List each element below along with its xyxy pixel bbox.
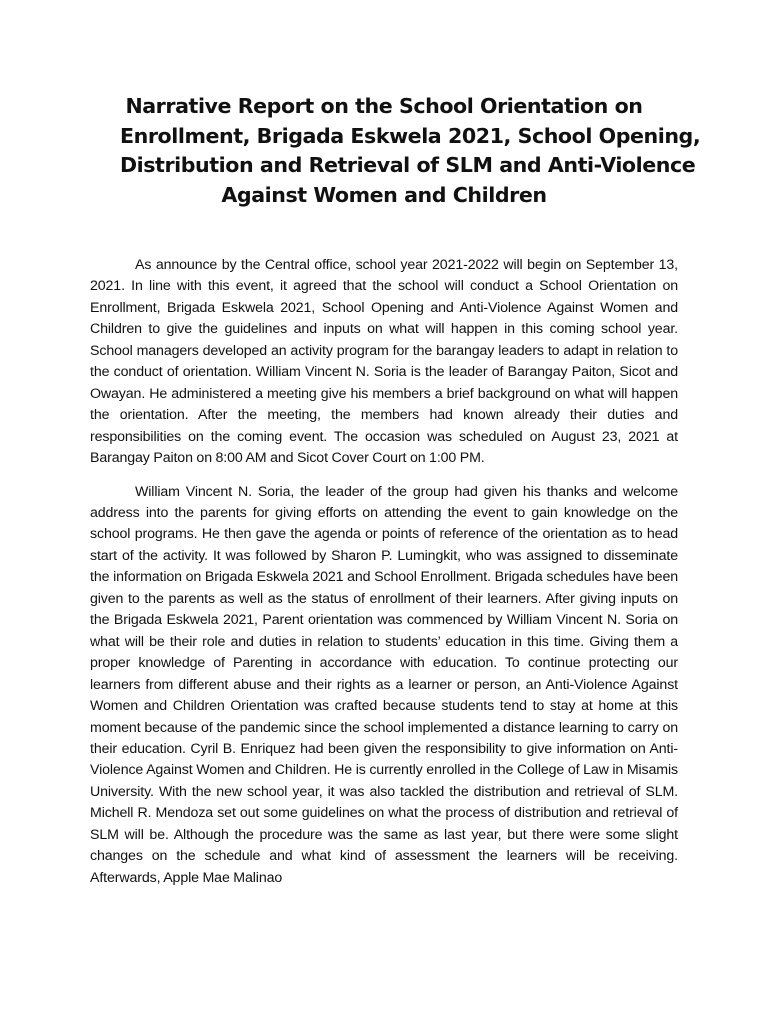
title-line-1: Narrative Report on the School Orientation on bbox=[125, 94, 643, 118]
title-line-4: Against Women and Children bbox=[221, 182, 547, 207]
document-title bbox=[120, 92, 701, 210]
title-line-3: Distribution and Retrieval of SLM and Anti-Violence bbox=[120, 153, 696, 177]
title-line-2: Enrollment, Brigada Eskwela 2021, School Opening, bbox=[120, 123, 701, 148]
document-body bbox=[90, 255, 678, 889]
paragraph-1: As announce by the Central office, school year 2021-2022 will begin on September 13, 2021. In line with this event, it agreed that the school will conduct a School Orientation on Enrollment, Brigada Eskwela 2021, School Opening and Anti-Violence Against Women and Children to give the guidelines and inputs on what will happen in this coming school year. School managers developed an activity program for the barangay leaders to adapt in relation to the conduct of orientation. William Vincent N. Soria is the leader of Barangay Paiton, Sicot and Owayan. He administered a meeting give his members a brief background on what will happen the orientation. After the meeting, the members had known already their duties and responsibilities on the coming event. The occasion was scheduled on August 23, 2021 at Barangay Paiton on 8:00 AM and Sicot Cover Court on 1:00 PM. bbox=[90, 257, 678, 467]
paragraph-2: William Vincent N. Soria, the leader of the group had given his thanks and welcome address into the parents for giving efforts on attending the event to gain knowledge on the school programs. He then gave the agenda or points of reference of the orientation as to head start of the activity. It was followed by Sharon P. Lumingkit, who was assigned to disseminate the information on Brigada Eskwela 2021 and School Enrollment. Brigada schedules have been given to the parents as well as the status of enrollment of their learners. After giving inputs on the Brigada Eskwela 2021, Parent orientation was commenced by William Vincent N. Soria on what will be their role and duties in relation to students’ education in this time. Giving them a proper knowledge of Parenting in accordance with education. To continue protecting our learners from different abuse and their rights as a learner or person, an Anti-Violence Against Women and Children Orientation was crafted because students tend to stay at home at this moment because of the pandemic since the school implemented a distance learning to carry on their education. Cyril B. Enriquez had been given the responsibility to give information on Anti-Violence Against Women and Children. He is currently enrolled in the College of Law in Misamis University. With the new school year, it was also tackled the distribution and retrieval of SLM. Michell R. Mendoza set out some guidelines on what the process of distribution and retrieval of SLM will be. Although the procedure was the same as last year, but there were some slight changes on the schedule and what kind of assessment the learners will be receiving. Afterwards, Apple Mae Malinao bbox=[90, 483, 678, 886]
